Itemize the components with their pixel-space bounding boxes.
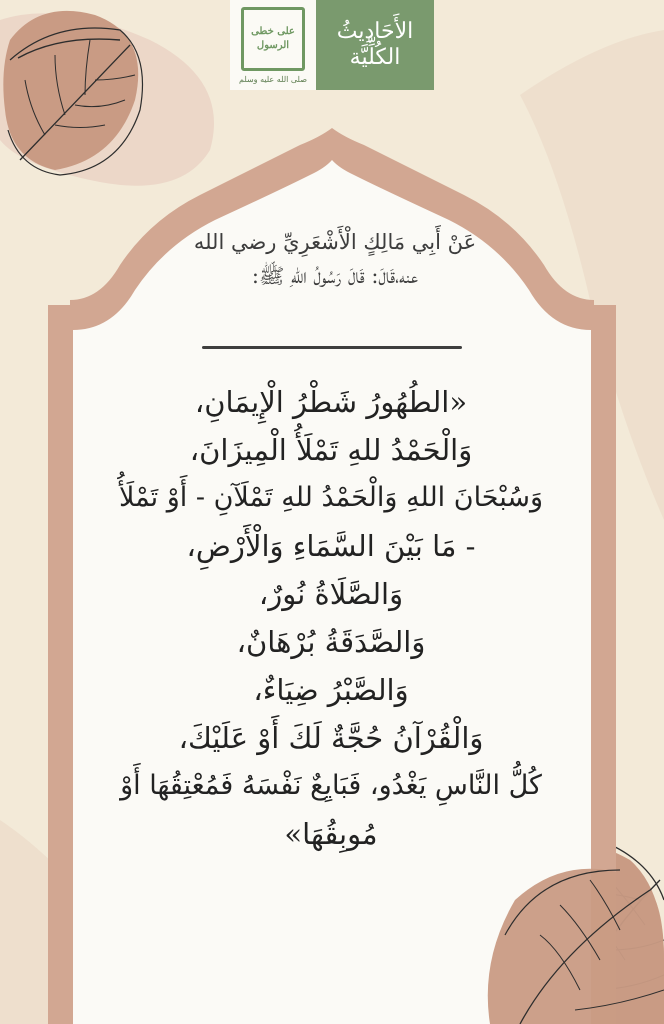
collection-title <box>316 0 434 90</box>
logo-mark-text: على خطى الرسول <box>251 25 295 51</box>
hadith-line: وَالصَّلَاةُ نُورٌ، <box>258 577 404 611</box>
hadith-line: وَالْحَمْدُ للهِ تَمْلَأُ الْمِيزَانَ، <box>189 433 473 467</box>
hadith-line: وَالْقُرْآنُ حُجَّةٌ لَكَ أَوْ عَلَيْكَ، <box>178 721 484 755</box>
hadith-line: وَالصَّبْرُ ضِيَاءٌ، <box>253 673 409 707</box>
narrator-intro <box>140 225 530 293</box>
hadith-line: «الطُهُورُ شَطْرُ الْإِيمَانِ، <box>194 385 468 419</box>
hadith-line: وَالصَّدَقَةُ بُرْهَانٌ، <box>236 625 426 659</box>
intro-line-1: عَنْ أَبِي مَالِكٍ الْأَشْعَرِيِّ رضي الله <box>193 230 477 254</box>
hadith-line: كُلُّ النَّاسِ يَغْدُو، فَبَايِعٌ نَفْسَهُ فَمُعْتِقُهَا أَوْ <box>120 770 542 801</box>
title-line-1: الأَحَادِيثُ <box>336 19 414 44</box>
hadith-text <box>66 378 596 858</box>
hadith-line: وَسُبْحَانَ اللهِ وَالْحَمْدُ للهِ تَمْلَآنِ - أَوْ تَمْلَأُ <box>118 482 544 513</box>
hadith-line: - مَا بَيْنَ السَّمَاءِ وَالْأَرْضِ، <box>186 529 476 563</box>
divider <box>202 346 462 349</box>
logo-subtitle: صلى الله عليه وسلم <box>239 74 307 84</box>
brand-logo-icon <box>241 7 305 71</box>
intro-line-2: عنه،قَالَ: قَالَ رَسُولُ اللهِ ﷺ: <box>251 264 419 288</box>
title-line-2: الكُلِّيَّة <box>349 45 401 70</box>
hadith-line: مُوبِقُهَا» <box>284 817 378 851</box>
logo-box <box>230 0 316 90</box>
